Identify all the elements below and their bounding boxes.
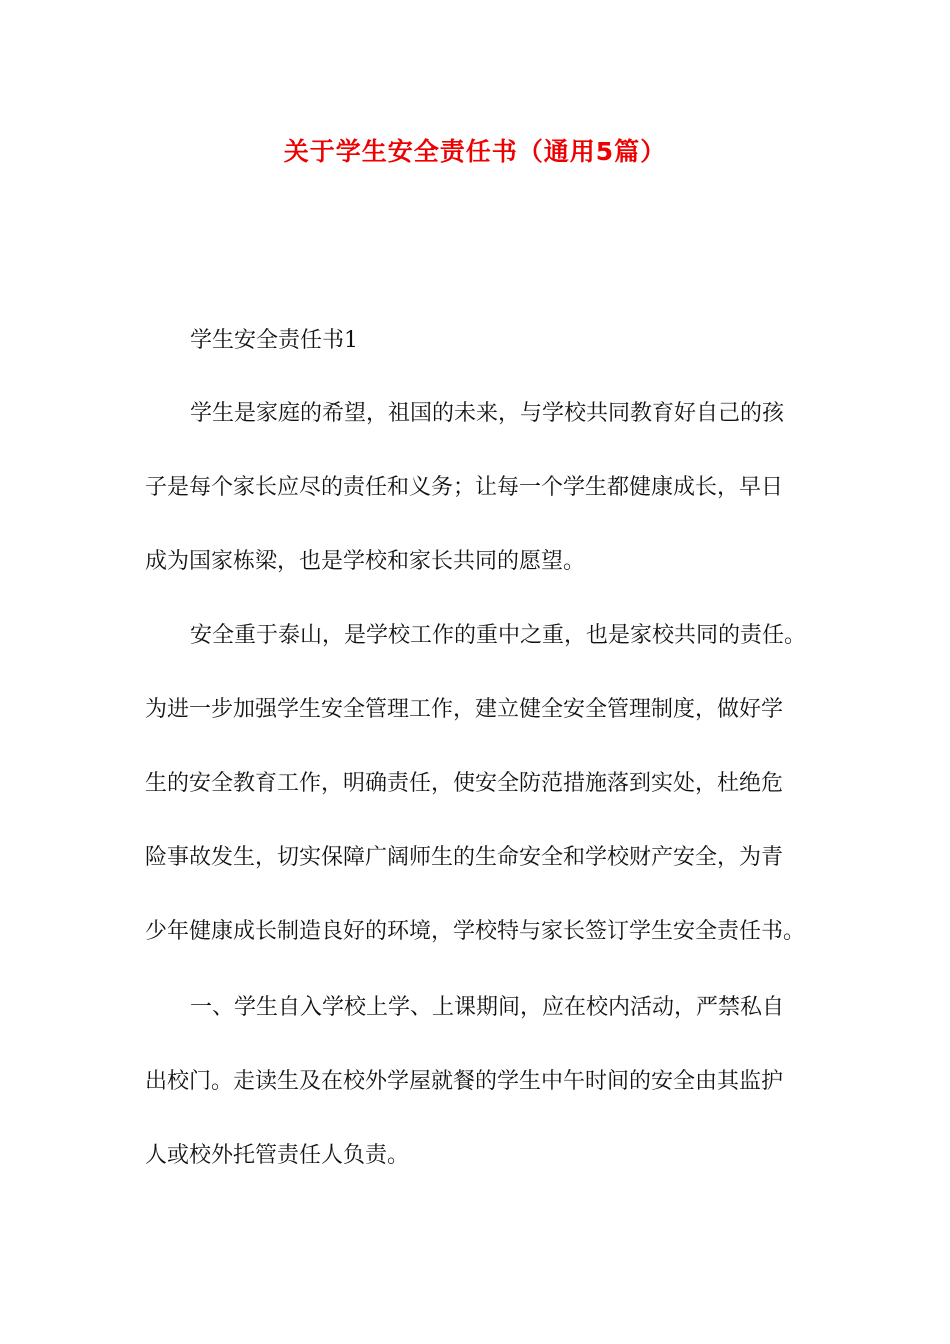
paragraph-line: 险事故发生，切实保障广阔师生的生命安全和学校财产安全，为青: [145, 845, 784, 870]
paragraph-line: 学生是家庭的希望，祖国的未来，与学校共同教育好自己的孩: [190, 401, 785, 426]
paragraph-line: 安全重于泰山，是学校工作的重中之重，也是家校共同的责任。: [190, 623, 807, 648]
paragraph-line: 出校门。走读生及在校外学屋就餐的学生中午时间的安全由其监护: [145, 1069, 784, 1094]
paragraph-line: 生的安全教育工作，明确责任，使安全防范措施落到实处，杜绝危: [145, 771, 784, 796]
paragraph-line: 一、学生自入学校上学、上课期间，应在校内活动，严禁私自: [190, 995, 785, 1020]
paragraph-line: 人或校外托管责任人负责。: [145, 1143, 410, 1168]
paragraph-line: 成为国家栋梁，也是学校和家长共同的愿望。: [145, 549, 586, 574]
document-title: 关于学生安全责任书（通用5篇）: [283, 137, 667, 166]
paragraph-line: 少年健康成长制造良好的环境，学校特与家长签订学生安全责任书。: [145, 919, 806, 944]
paragraph-line: 为进一步加强学生安全管理工作，建立健全安全管理制度，做好学: [145, 697, 784, 722]
paragraph-line: 子是每个家长应尽的责任和义务；让每一个学生都健康成长，早日: [145, 475, 784, 500]
section-heading: 学生安全责任书1: [190, 328, 358, 353]
